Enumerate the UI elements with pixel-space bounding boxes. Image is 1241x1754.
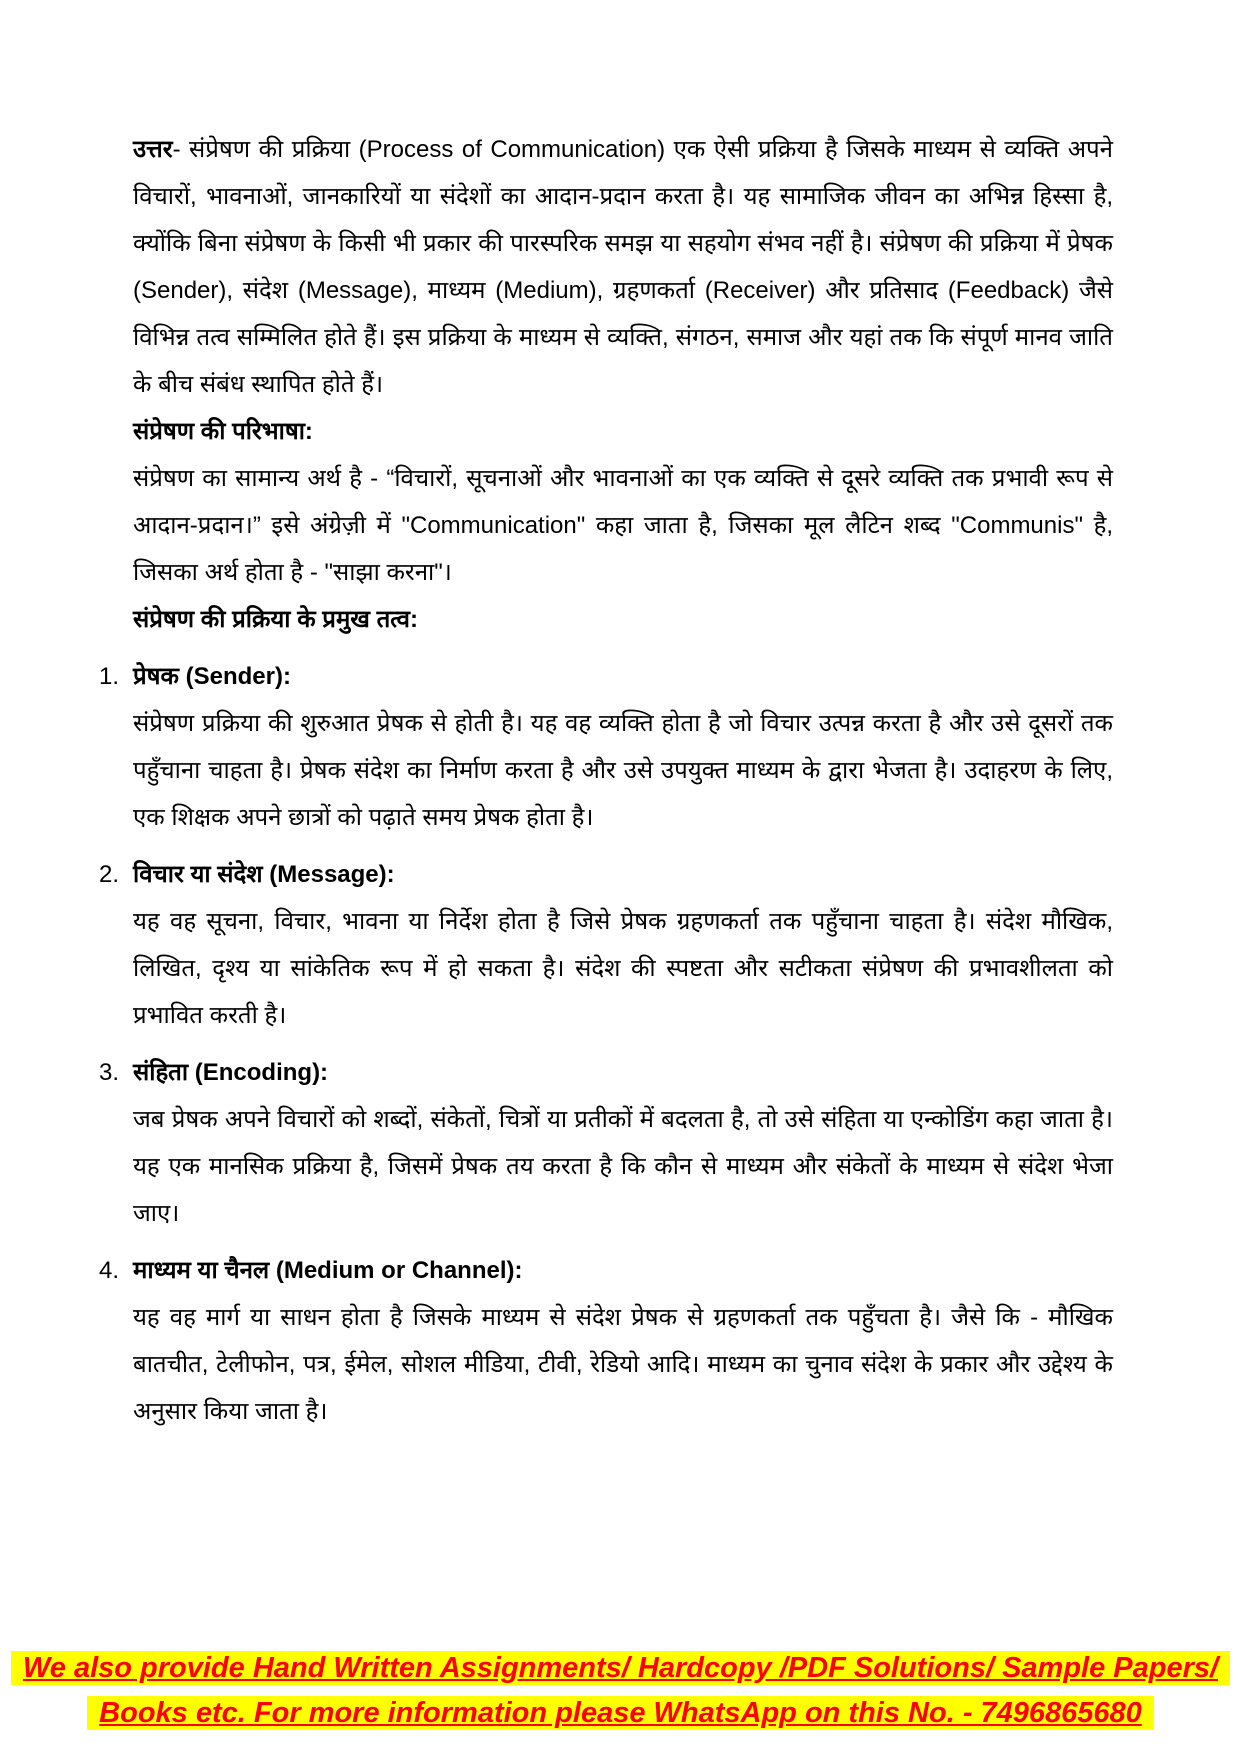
- definition-heading: संप्रेषण की परिभाषा:: [133, 418, 313, 445]
- list-item-number: 1.: [99, 663, 120, 690]
- list-item-sender: [99, 653, 1113, 841]
- list-item-title: संहिता (Encoding):: [133, 1059, 329, 1086]
- list-item-title: माध्यम या चैनल (Medium or Channel):: [133, 1257, 523, 1284]
- list-item-number: 3.: [99, 1059, 120, 1086]
- intro-paragraph: [133, 126, 1113, 408]
- list-item-medium: [99, 1247, 1113, 1435]
- list-item-number: 2.: [99, 861, 120, 888]
- list-item-number: 4.: [99, 1257, 120, 1284]
- promo-footer-line1: [0, 1646, 1241, 1691]
- list-item-title: प्रेषक (Sender):: [133, 663, 291, 690]
- promo-footer-line1-text: We also provide Hand Written Assignments/ Hardcopy /PDF Solutions/ Sample Papers/: [11, 1651, 1230, 1685]
- list-item-body: संप्रेषण प्रक्रिया की शुरुआत प्रेषक से होती है। यह वह व्यक्ति होता है जो विचार उत्पन्न करता है और उसे दूसरों तक पहुँचाना चाहता है। प्रेषक संदेश का निर्माण करता है और उसे उपयुक्त माध्यम के द्वारा भेजता है। उदाहरण के लिए, एक शिक्षक अपने छात्रों को पढ़ाते समय प्रेषक होता है।: [133, 710, 1113, 831]
- list-item-encoding: [99, 1049, 1113, 1237]
- definition-body: संप्रेषण का सामान्य अर्थ है - “विचारों, सूचनाओं और भावनाओं का एक व्यक्ति से दूसरे व्यक्ति तक प्रभावी रूप से आदान-प्रदान।” इसे अंग्रेज़ी में "Communication" कहा जाता है, जिसका मूल लैटिन शब्द "Communis" है, जिसका अर्थ होता है - "साझा करना"।: [133, 465, 1113, 586]
- answer-label: उत्तर: [133, 136, 173, 163]
- list-item-message: [99, 851, 1113, 1039]
- list-item-body: जब प्रेषक अपने विचारों को शब्दों, संकेतों, चित्रों या प्रतीकों में बदलता है, तो उसे संहिता या एन्कोडिंग कहा जाता है। यह एक मानसिक प्रक्रिया है, जिसमें प्रेषक तय करता है कि कौन से माध्यम और संकेतों के माध्यम से संदेश भेजा जाए।: [133, 1106, 1113, 1227]
- promo-footer-line2: [0, 1691, 1241, 1736]
- promo-footer-line2-text: Books etc. For more information please WhatsApp on this No. - 7496865680: [87, 1696, 1154, 1730]
- intro-text: - संप्रेषण की प्रक्रिया (Process of Communication) एक ऐसी प्रक्रिया है जिसके माध्यम से व्यक्ति अपने विचारों, भावनाओं, जानकारियों या संदेशों का आदान-प्रदान करता है। यह सामाजिक जीवन का अभिन्न हिस्सा है, क्योंकि बिना संप्रेषण के किसी भी प्रकार की पारस्परिक समझ या सहयोग संभव नहीं है। संप्रेषण की प्रक्रिया में प्रेषक (Sender), संदेश (Message), माध्यम (Medium), ग्रहणकर्ता (Receiver) और प्रतिसाद (Feedback) जैसे विभिन्न तत्व सम्मिलित होते हैं। इस प्रक्रिया के माध्यम से व्यक्ति, संगठन, समाज और यहां तक कि संपूर्ण मानव जाति के बीच संबंध स्थापित होते हैं।: [133, 136, 1113, 398]
- list-item-body: यह वह मार्ग या साधन होता है जिसके माध्यम से संदेश प्रेषक से ग्रहणकर्ता तक पहुँचता है। जैसे कि - मौखिक बातचीत, टेलीफोन, पत्र, ईमेल, सोशल मीडिया, टीवी, रेडियो आदि। माध्यम का चुनाव संदेश के प्रकार और उद्देश्य के अनुसार किया जाता है।: [133, 1304, 1113, 1425]
- document-body: [99, 126, 1113, 1435]
- list-item-body: यह वह सूचना, विचार, भावना या निर्देश होता है जिसे प्रेषक ग्रहणकर्ता तक पहुँचाना चाहता है। संदेश मौखिक, लिखित, दृश्य या सांकेतिक रूप में हो सकता है। संदेश की स्पष्टता और सटीकता संप्रेषण की प्रभावशीलता को प्रभावित करती है।: [133, 908, 1113, 1029]
- list-item-title: विचार या संदेश (Message):: [133, 861, 395, 888]
- promo-footer: [0, 1646, 1241, 1736]
- elements-heading: संप्रेषण की प्रक्रिया के प्रमुख तत्व:: [133, 606, 418, 633]
